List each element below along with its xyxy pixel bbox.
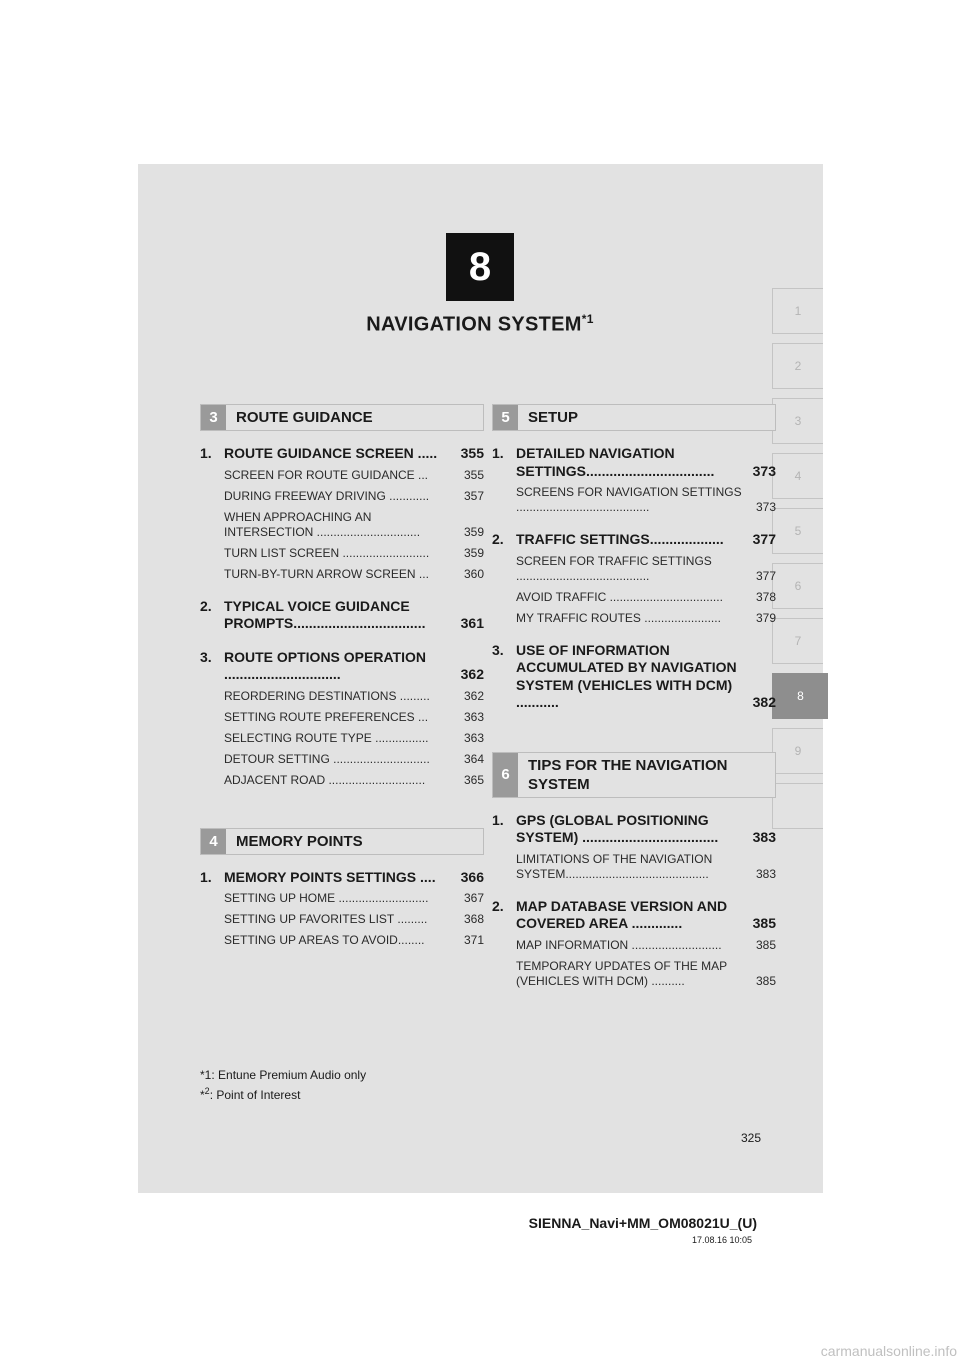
toc-sub-item[interactable]: MY TRAFFIC ROUTES ....................... 379	[516, 610, 776, 625]
toc-entry	[492, 445, 776, 515]
toc-sub-item[interactable]: SCREEN FOR TRAFFIC SETTINGS ........................................ 377	[516, 553, 776, 583]
section-header-route-guidance	[200, 404, 484, 431]
toc-entry	[492, 812, 776, 882]
toc-entry	[200, 598, 484, 633]
chapter-title-text: NAVIGATION SYSTEM	[366, 313, 582, 336]
section-number: 6	[493, 753, 518, 797]
toc-sub-item[interactable]: AVOID TRAFFIC .................................. 378	[516, 589, 776, 604]
footnotes	[200, 1067, 366, 1103]
toc-entry	[492, 642, 776, 712]
toc-sub-item[interactable]: TURN LIST SCREEN .......................... 359	[224, 545, 484, 560]
toc-entry	[492, 531, 776, 626]
toc-sub-item[interactable]: REORDERING DESTINATIONS ......... 362	[224, 688, 484, 703]
chapter-tab-8-active[interactable]: 8	[772, 673, 828, 719]
footnote-2: *$^2$: Point of Interest	[200, 1086, 301, 1102]
section-number: 4	[201, 829, 226, 854]
page-number: 325	[741, 1131, 762, 1145]
chapter-tab-9[interactable]: 9	[772, 728, 823, 774]
toc-main-item[interactable]: 3. USE OF INFORMATION ACCUMULATED BY NAVIGATION SYSTEM (VEHICLES WITH DCM) ........... 382	[492, 641, 776, 710]
toc-main-item[interactable]: 2. TRAFFIC SETTINGS................... 377	[492, 531, 776, 547]
chapter-tab-5[interactable]: 5	[772, 508, 823, 554]
section-header-tips	[492, 752, 776, 798]
chapter-tab-3[interactable]: 3	[772, 398, 823, 444]
chapter-tab-blank[interactable]	[772, 783, 823, 829]
toc-sub-item[interactable]: SETTING UP FAVORITES LIST ......... 368	[224, 912, 484, 926]
chapter-number: 8	[468, 244, 492, 289]
chapter-number-box	[446, 233, 514, 301]
section-title: TIPS FOR THE NAVIGATION SYSTEM	[528, 756, 728, 793]
toc-sub-item[interactable]: ADJACENT ROAD ............................. 365	[224, 772, 484, 787]
toc-sub-item[interactable]: SETTING ROUTE PREFERENCES ... 363	[224, 709, 484, 724]
toc-sub-item[interactable]: DURING FREEWAY DRIVING ............ 357	[224, 488, 484, 503]
chapter-tab-4[interactable]: 4	[772, 453, 823, 499]
toc-right-column	[492, 404, 776, 1005]
section-title: ROUTE GUIDANCE	[236, 409, 373, 426]
toc-main-item[interactable]: 2. MAP DATABASE VERSION AND COVERED AREA ............. 385	[492, 897, 776, 931]
toc-entry	[492, 898, 776, 989]
toc-sub-item[interactable]: MAP INFORMATION ........................... 385	[516, 937, 776, 952]
toc-entry	[200, 869, 484, 949]
toc-sub-item[interactable]: SETTING UP HOME ........................... 367	[224, 891, 484, 905]
section-title: SETUP	[528, 409, 579, 426]
toc-main-item[interactable]: 3. ROUTE OPTIONS OPERATION .............................. 362	[200, 648, 484, 682]
toc-entry	[200, 649, 484, 788]
document-id: SIENNA_Navi+MM_OM08021U_(U)	[528, 1215, 757, 1231]
toc-sub-item[interactable]: SCREENS FOR NAVIGATION SETTINGS ........................................ 373	[516, 485, 776, 514]
toc-sub-item[interactable]: DETOUR SETTING ............................. 364	[224, 751, 484, 766]
toc-sub-item[interactable]: WHEN APPROACHING AN INTERSECTION ............................... 359	[224, 509, 484, 539]
toc-sub-item[interactable]: SELECTING ROUTE TYPE ................ 363	[224, 730, 484, 745]
toc-entry	[200, 445, 484, 582]
toc-sub-item[interactable]: LIMITATIONS OF THE NAVIGATION SYSTEM........................................... 383	[516, 851, 776, 881]
section-spacer	[200, 804, 484, 828]
chapter-tabs	[772, 288, 823, 838]
watermark: carmanualsonline.info	[820, 1343, 957, 1359]
toc-main-item[interactable]: 1. DETAILED NAVIGATION SETTINGS................................. 373	[492, 445, 776, 479]
toc-sub-item[interactable]: TEMPORARY UPDATES OF THE MAP (VEHICLES WITH DCM) .......... 385	[516, 958, 776, 988]
document-date: 17.08.16 10:05	[691, 1235, 752, 1245]
toc-left-column	[200, 404, 484, 964]
toc-main-item[interactable]: 1. GPS (GLOBAL POSITIONING SYSTEM) ................................... 383	[492, 811, 776, 845]
section-number: 3	[201, 405, 226, 430]
toc-main-item[interactable]: 2. TYPICAL VOICE GUIDANCE PROMPTS.................................. 361	[200, 597, 484, 631]
toc-sub-item[interactable]: SCREEN FOR ROUTE GUIDANCE ... 355	[224, 467, 484, 482]
toc-sub-item[interactable]: SETTING UP AREAS TO AVOID........ 371	[224, 933, 484, 947]
chapter-tab-6[interactable]: 6	[772, 563, 823, 609]
section-header-memory-points	[200, 828, 484, 855]
toc-main-item[interactable]: 1. ROUTE GUIDANCE SCREEN ..... 355	[200, 445, 484, 461]
chapter-title	[338, 312, 622, 337]
footnote-1: *1: Entune Premium Audio only	[200, 1068, 367, 1082]
chapter-tab-1[interactable]: 1	[772, 288, 823, 334]
chapter-tab-2[interactable]: 2	[772, 343, 823, 389]
chapter-tab-7[interactable]: 7	[772, 618, 823, 664]
section-header-setup	[492, 404, 776, 431]
toc-sub-item[interactable]: TURN-BY-TURN ARROW SCREEN ... 360	[224, 566, 484, 581]
section-spacer	[492, 728, 776, 752]
toc-main-item[interactable]: 1. MEMORY POINTS SETTINGS .... 366	[200, 868, 484, 885]
section-number: 5	[493, 405, 518, 430]
chapter-title-footnote-mark: *1	[581, 312, 594, 326]
section-title: MEMORY POINTS	[236, 832, 363, 850]
